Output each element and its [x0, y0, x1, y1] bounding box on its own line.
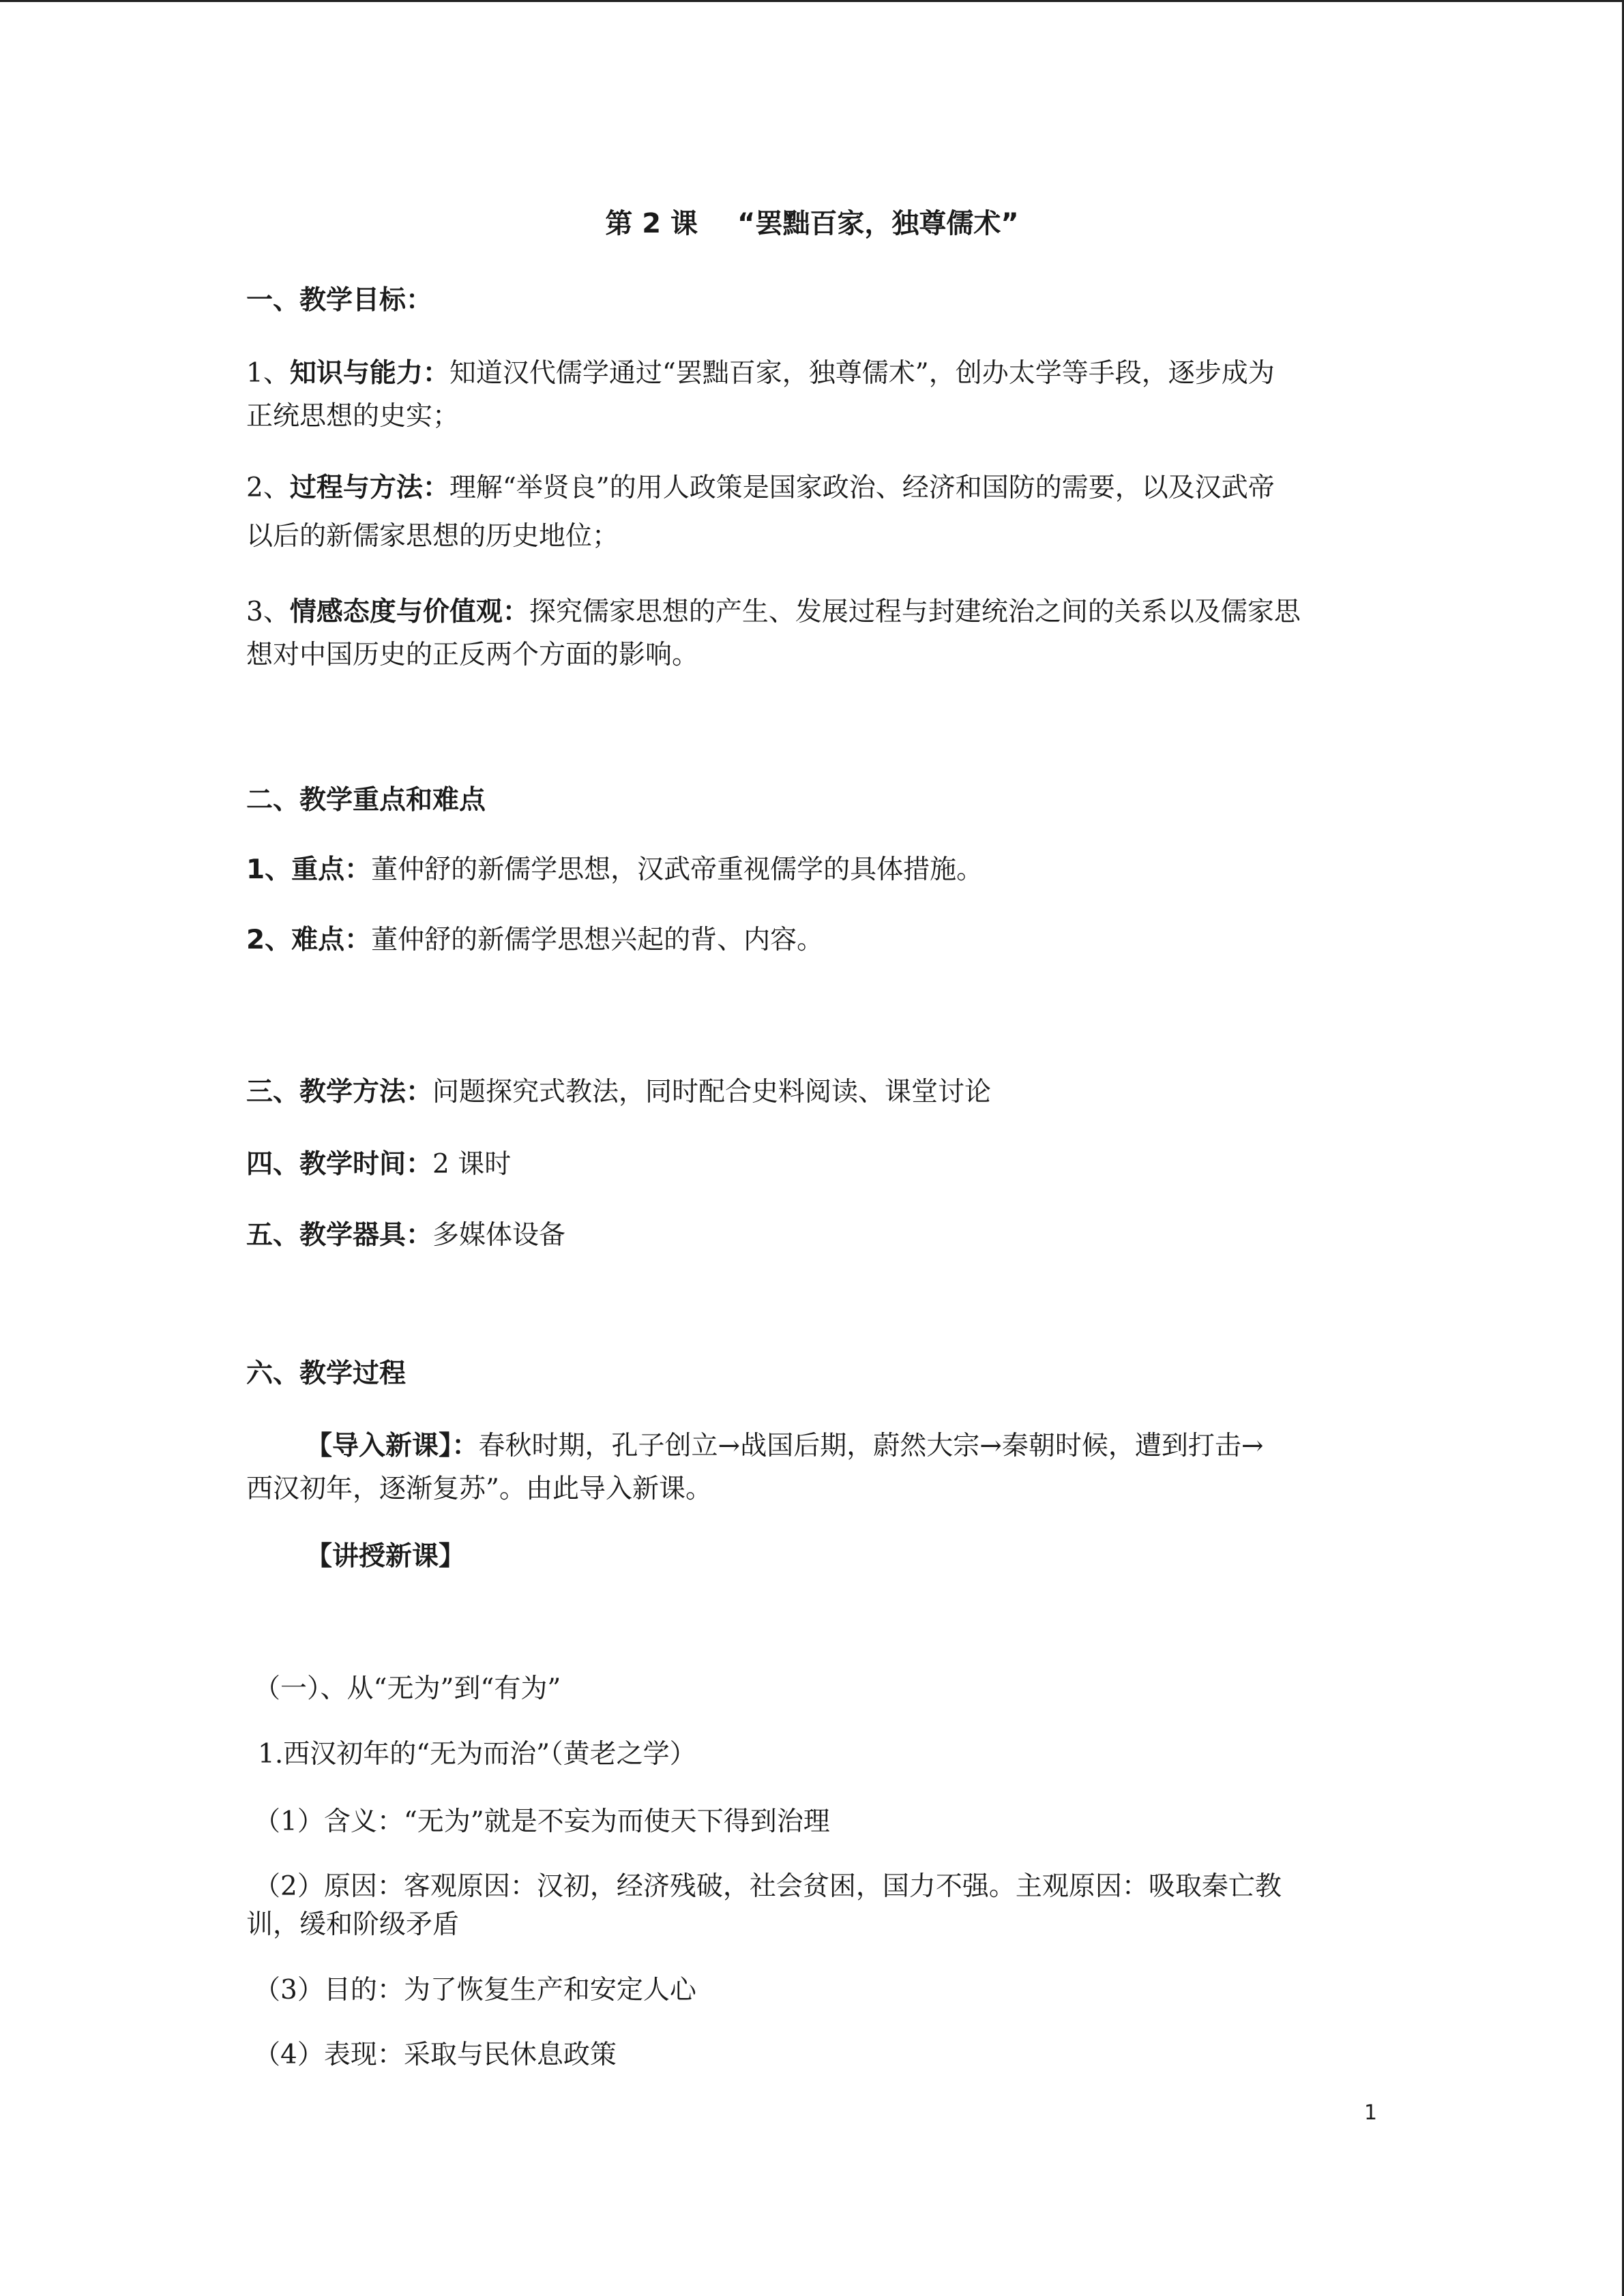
objective-3-line1: [246, 590, 1301, 635]
objective-1-prefix: 1、: [246, 358, 290, 389]
intro-line2: 西汉初年，逐渐复苏”。由此导入新课。: [246, 1474, 712, 1504]
section-4-text: 2 课时: [432, 1149, 512, 1180]
section-5-label: 五、教学器具：: [246, 1220, 433, 1251]
intro-label: 【导入新课】：: [306, 1431, 479, 1461]
subsection-1-heading: 1.西汉初年的“无为而治”（黄老之学）: [258, 1739, 696, 1770]
intro-line1: [306, 1424, 1264, 1469]
key-point-label: 1、重点：: [246, 854, 372, 885]
intro-text: 春秋时期，孔子创立→战国后期，蔚然大宗→秦朝时候，遭到打击→: [478, 1431, 1264, 1461]
objective-1-line2: 正统思想的史实；: [246, 401, 460, 432]
section-1-heading: 一、教学目标：: [246, 285, 433, 316]
objective-2-line1: [246, 466, 1275, 511]
objective-2-line2: 以后的新儒家思想的历史地位；: [246, 521, 619, 552]
difficulty: [246, 918, 823, 963]
section-5: [246, 1213, 565, 1258]
page-number: 1: [1364, 2101, 1378, 2125]
section-3-label: 三、教学方法：: [246, 1077, 433, 1107]
page-title: [0, 203, 1624, 244]
section-4: [246, 1142, 511, 1187]
point-3: （3）目的：为了恢复生产和安定人心: [254, 1975, 696, 2006]
objective-3-prefix: 3、: [246, 597, 290, 627]
point-2-line1: （2）原因：客观原因：汉初，经济残破，社会贫困，国力不强。主观原因：吸取秦亡教: [254, 1871, 1282, 1902]
key-point-text: 董仲舒的新儒学思想，汉武帝重视儒学的具体措施。: [371, 854, 984, 885]
section-6-heading: 六、教学过程: [246, 1358, 407, 1389]
section-2-heading: 二、教学重点和难点: [246, 785, 486, 816]
lesson-number: 第 2 课: [605, 208, 698, 239]
part-1-heading: （一）、从“无为”到“有为”: [254, 1673, 561, 1704]
teach-label: 【讲授新课】: [306, 1541, 466, 1572]
point-4: （4）表现：采取与民休息政策: [254, 2040, 617, 2070]
point-1: （1）含义：“无为”就是不妄为而使天下得到治理: [254, 1806, 830, 1837]
objective-1-line1: [246, 351, 1275, 396]
difficulty-text: 董仲舒的新儒学思想兴起的背、内容。: [371, 925, 824, 955]
objective-2-text: 理解“举贤良”的用人政策是国家政治、经济和国防的需要，以及汉武帝: [449, 473, 1275, 503]
point-2-line2: 训，缓和阶级矛盾: [246, 1909, 460, 1940]
objective-3-line2: 想对中国历史的正反两个方面的影响。: [246, 640, 699, 670]
objective-1-label: 知识与能力：: [289, 358, 449, 389]
objective-2-prefix: 2、: [246, 473, 290, 503]
section-3: [246, 1070, 991, 1115]
key-point: [246, 848, 983, 893]
objective-1-text: 知道汉代儒学通过“罢黜百家，独尊儒术”，创办太学等手段，逐步成为: [449, 358, 1275, 389]
section-3-text: 问题探究式教法，同时配合史料阅读、课堂讨论: [432, 1077, 992, 1107]
objective-3-text: 探究儒家思想的产生、发展过程与封建统治之间的关系以及儒家思: [529, 597, 1301, 627]
section-4-label: 四、教学时间：: [246, 1149, 433, 1180]
section-5-text: 多媒体设备: [432, 1220, 566, 1251]
lesson-name: “罢黜百家，独尊儒术”: [737, 208, 1019, 239]
objective-2-label: 过程与方法：: [289, 473, 449, 503]
difficulty-label: 2、难点：: [246, 925, 372, 955]
objective-3-label: 情感态度与价值观：: [289, 597, 529, 627]
